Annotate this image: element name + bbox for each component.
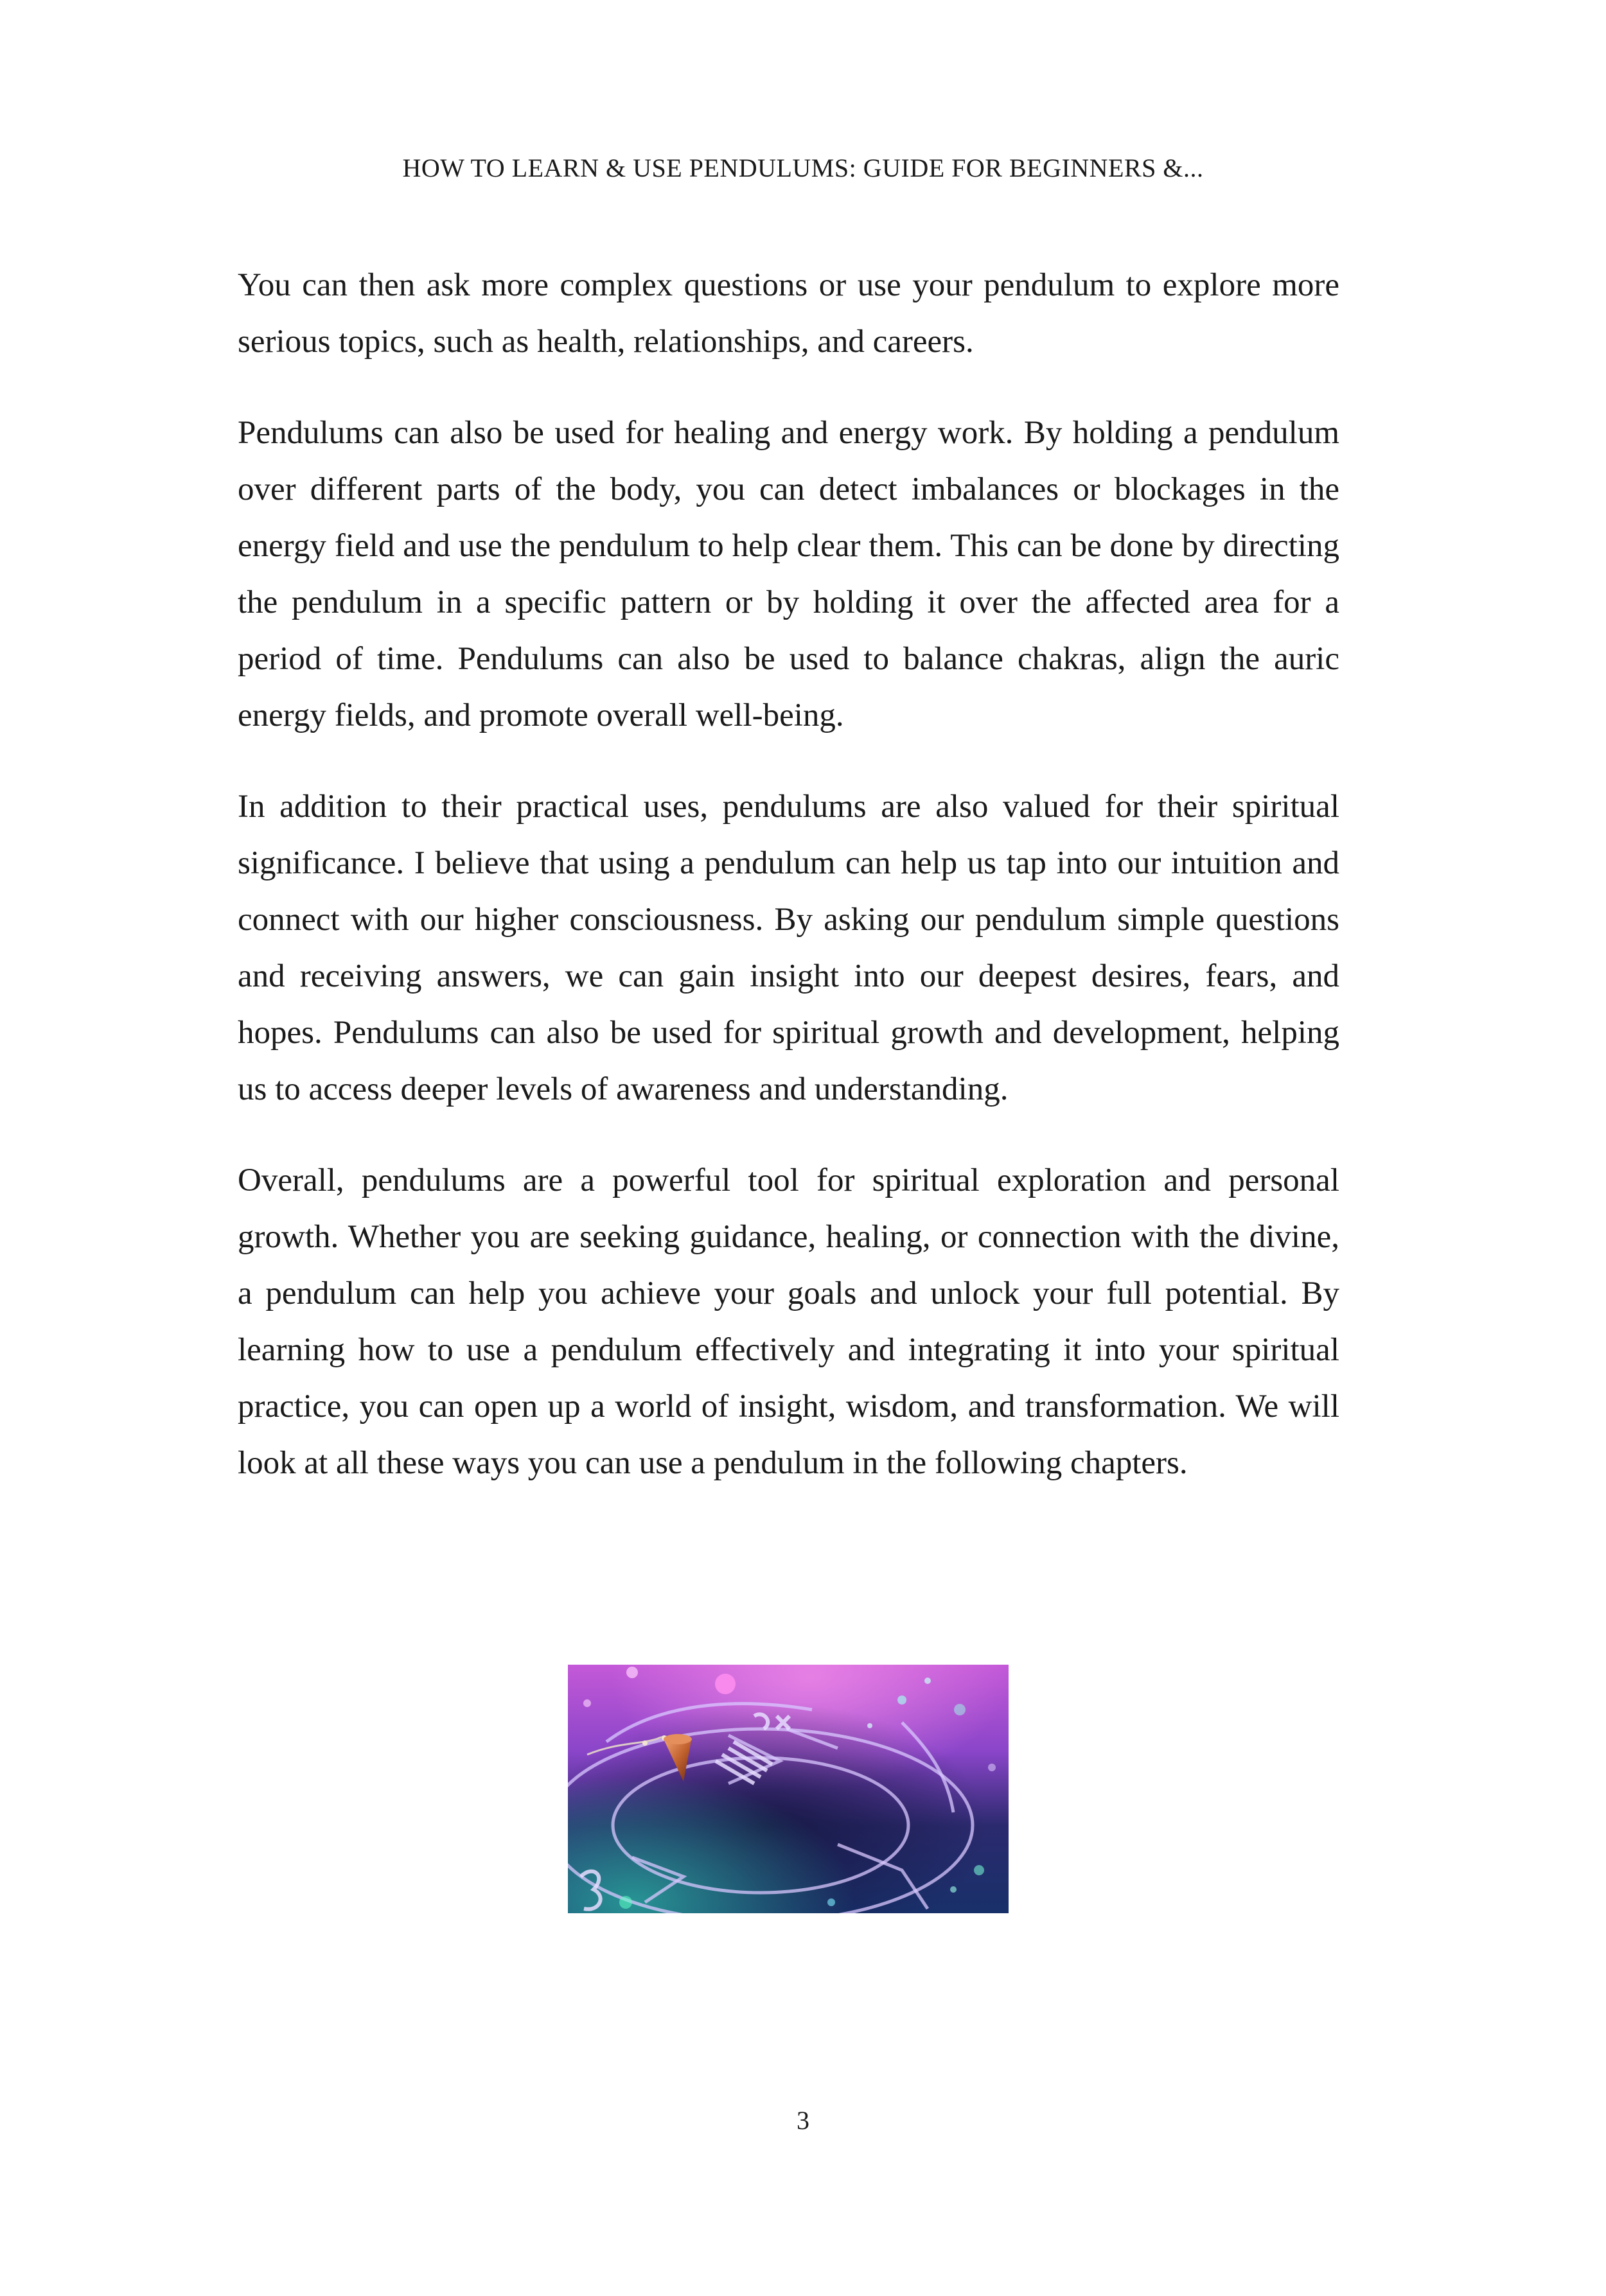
paragraph-2: Pendulums can also be used for healing and energy work. By holding a pendulum over different parts of the body, you can detect imbalances or blockages in the energy field and use the pendulum to help clear them. This can be done by directing the pendulum in a specific pattern or by holding it over the affected area for a period of time. Pendulums can also be used to balance chakras, align the auric energy fields, and promote overall well-being. [238,415,1339,733]
paragraph-3: In addition to their practical uses, pendulums are also valued for their spiritual significance. I believe that using a pendulum can help us tap into our intuition and connect with our higher consciousness. By asking our pendulum simple questions and receiving answers, we can gain insight into our deepest desires, fears, and hopes. Pendulums can also be used for spiritual growth and development, helping us to access deeper levels of awareness and understanding. [238,789,1339,1107]
paragraph-1: You can then ask more complex questions or use your pendulum to explore more serious topics, such as health, relationships, and careers. [238,267,1339,360]
pendulum-photo [568,1665,1009,1913]
pendulum-photo-art [568,1665,1009,1913]
page-number: 3 [797,2106,809,2135]
paragraph-4: Overall, pendulums are a powerful tool for spiritual exploration and personal growth. Whether you are seeking guidance, healing, or connection with the divine, a pendulum can help you achieve your goals and unlock your full potential. By learning how to use a pendulum effectively and integrating it into your spiritual practice, you can open up a world of insight, wisdom, and transformation. We will look at all these ways you can use a pendulum in the following chapters. [238,1162,1339,1481]
body-text [238,257,1339,1526]
running-header: HOW TO LEARN & USE PENDULUMS: GUIDE FOR BEGINNERS &... [402,153,1204,182]
